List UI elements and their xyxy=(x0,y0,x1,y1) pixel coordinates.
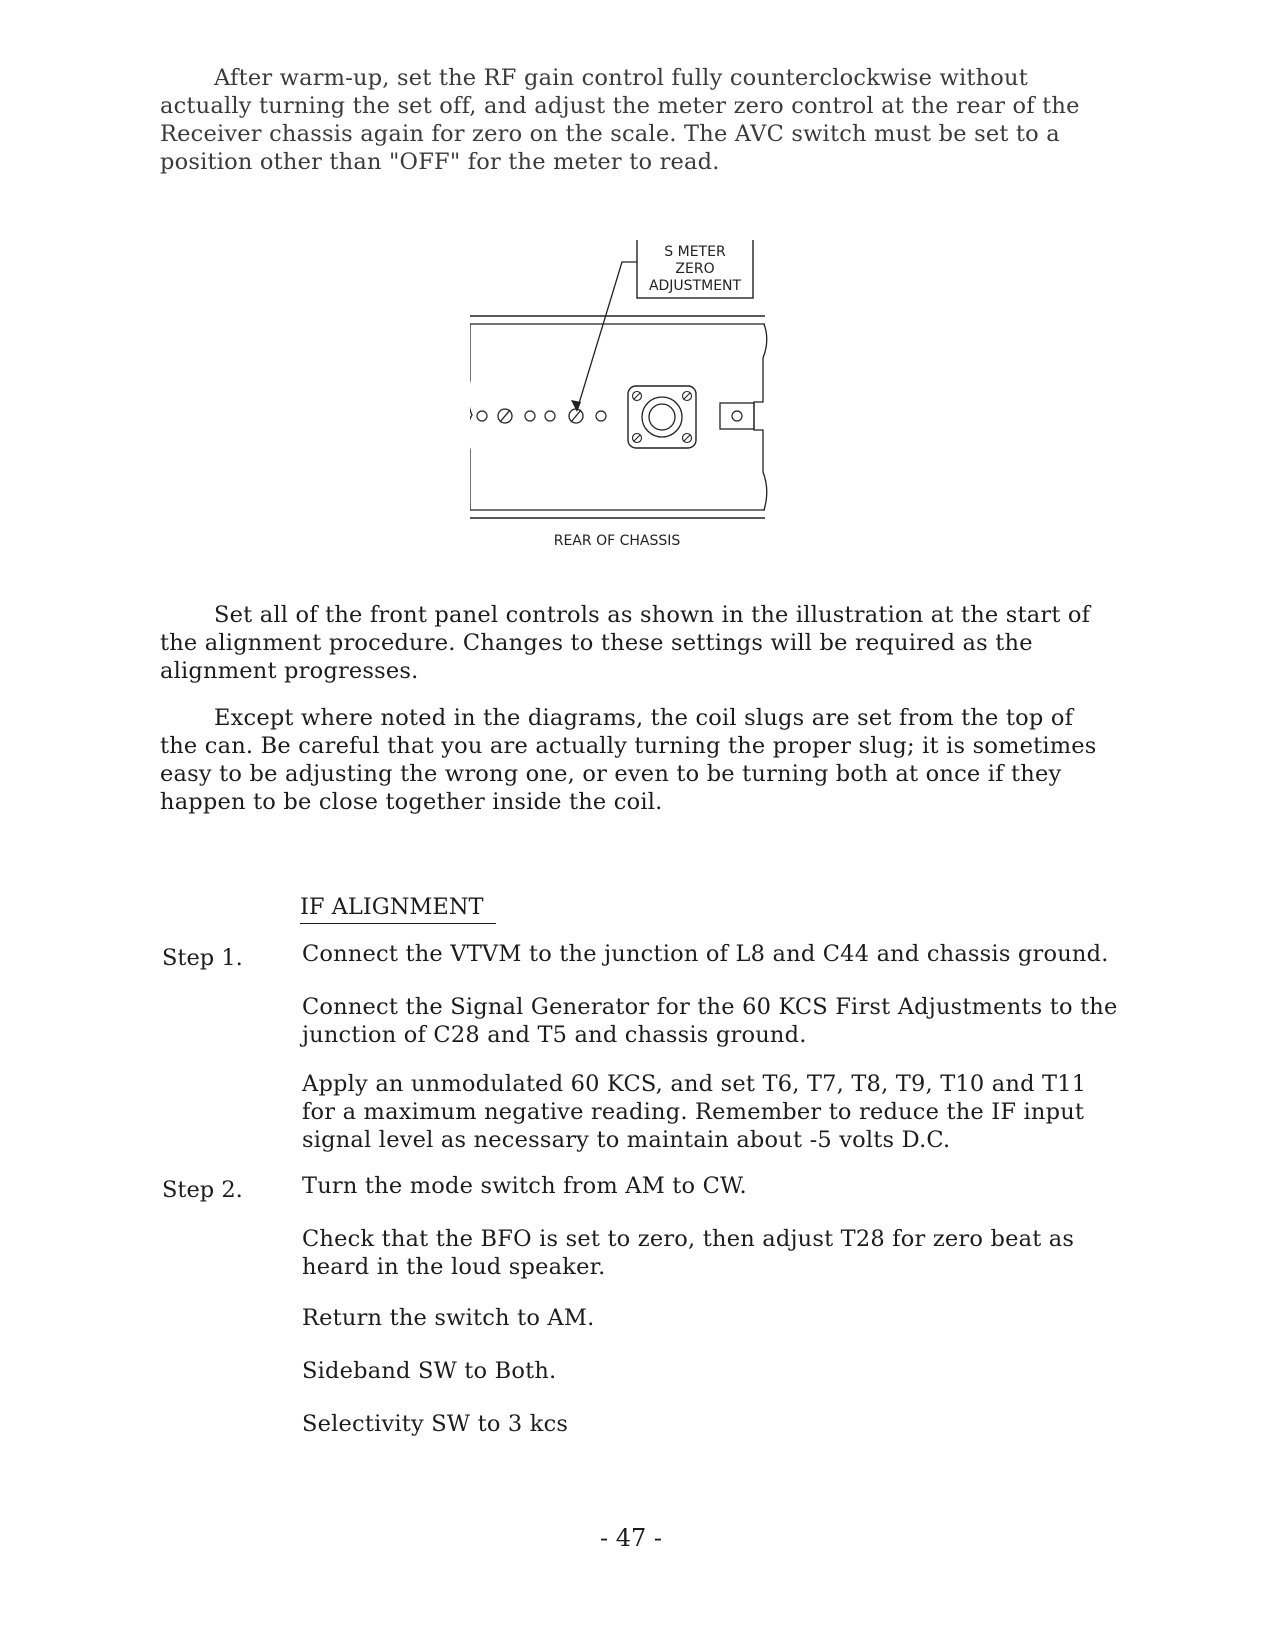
chassis-hole xyxy=(545,411,555,421)
intro-paragraph: After warm-up, set the RF gain control fully counterclockwise without actually turning the set off, and adjust the meter zero control at the rear of the Receiver chassis again for zero on the scale. The AVC switch must be set to a position other than "OFF" for the meter to read. xyxy=(160,65,1080,175)
callout-label-line1: S METER xyxy=(664,244,726,260)
chassis-rear-diagram xyxy=(470,240,820,580)
step-2-text-2: Check that the BFO is set to zero, then adjust T28 for zero beat as heard in the loud speaker. xyxy=(302,1226,1075,1280)
coil-slugs-paragraph: Except where noted in the diagrams, the coil slugs are set from the top of the can. Be careful that you are actually turning the proper slug; it is sometimes easy to be adjusting the wrong one, or even to be turning both at once if they happen to be close together inside the coil. xyxy=(160,705,1097,815)
terminal-hole xyxy=(732,411,742,421)
chassis-diagram-svg xyxy=(470,240,820,580)
step-2-label: Step 2. xyxy=(162,1177,243,1203)
coax-connector-inner-ring xyxy=(649,404,675,430)
chassis-hole xyxy=(477,411,487,421)
page-number: - 47 - xyxy=(600,1524,663,1552)
section-heading: IF ALIGNMENT xyxy=(300,893,496,924)
terminal-block xyxy=(720,403,754,429)
leader-line xyxy=(577,262,637,410)
chassis-hole xyxy=(525,411,535,421)
callout-label-line3: ADJUSTMENT xyxy=(648,278,742,294)
step-1-text-2: Connect the Signal Generator for the 60 KCS First Adjustments to the junction of C28 and T5 and chassis ground. xyxy=(302,994,1118,1048)
step-2-text-1: Turn the mode switch from AM to CW. xyxy=(302,1173,747,1199)
chassis-right-break xyxy=(754,324,767,510)
coax-connector-outer-ring xyxy=(642,397,682,437)
callout-label-line2: ZERO xyxy=(675,261,715,277)
step-2-text-4: Sideband SW to Both. xyxy=(302,1358,557,1384)
adjustment-screw-slot xyxy=(500,410,510,422)
controls-paragraph: Set all of the front panel controls as shown in the illustration at the start of the alignment procedure. Changes to these settings will be required as the alignment progresses. xyxy=(160,602,1091,684)
diagram-caption: REAR OF CHASSIS xyxy=(553,533,681,549)
step-1-label: Step 1. xyxy=(162,945,243,971)
step-1-text-1: Connect the VTVM to the junction of L8 and C44 and chassis ground. xyxy=(302,941,1109,967)
step-1-text-3: Apply an unmodulated 60 KCS, and set T6, T7, T8, T9, T10 and T11 for a maximum negative reading. Remember to reduce the IF input signal level as necessary to maintain about -5 volts D.C. xyxy=(302,1071,1087,1153)
s-meter-zero-screw-slot xyxy=(571,410,581,422)
step-2-text-3: Return the switch to AM. xyxy=(302,1305,595,1331)
chassis-left-break xyxy=(470,324,472,510)
step-2-text-5: Selectivity SW to 3 kcs xyxy=(302,1411,569,1437)
chassis-hole xyxy=(596,411,606,421)
